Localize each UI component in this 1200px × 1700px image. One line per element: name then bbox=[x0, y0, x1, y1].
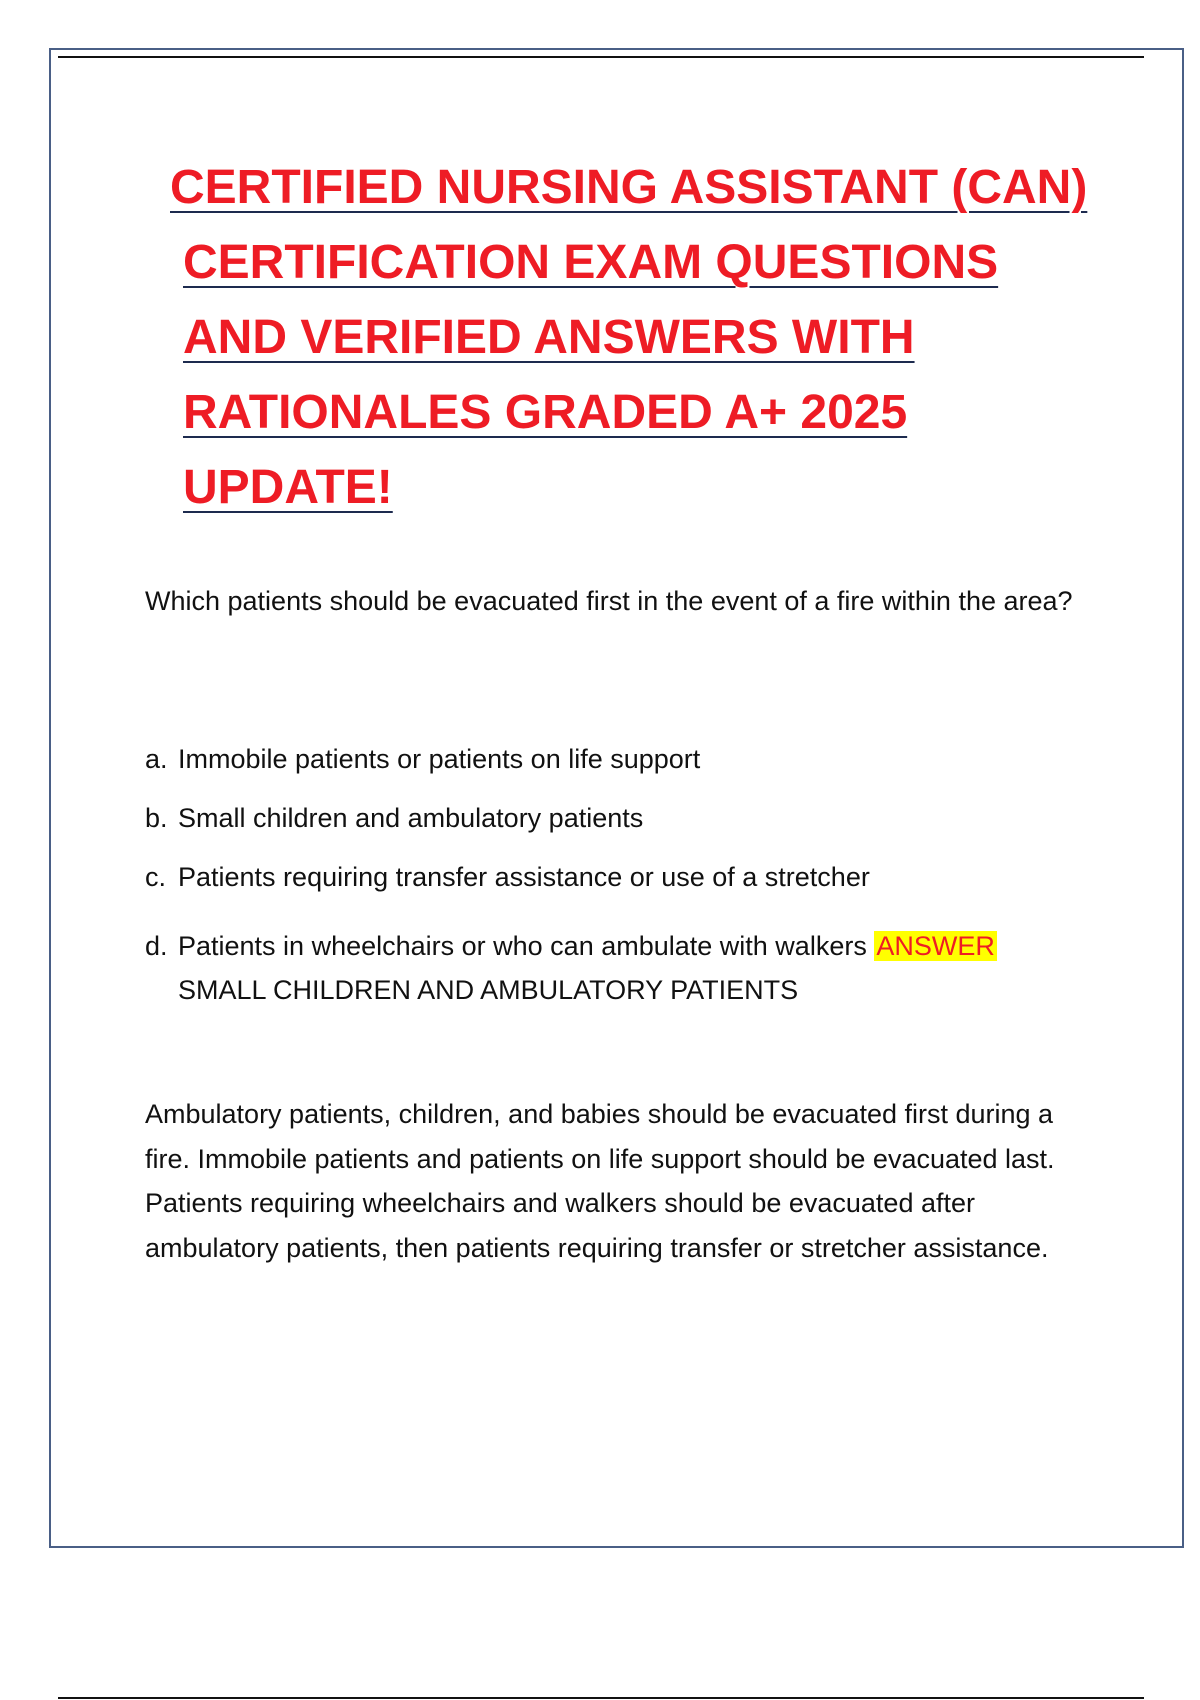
option-letter: b. bbox=[145, 803, 168, 833]
option-letter: d. bbox=[145, 931, 168, 961]
option-b bbox=[145, 801, 1105, 860]
title-line: AND VERIFIED ANSWERS WITH bbox=[183, 311, 915, 364]
rationale-text: Ambulatory patients, children, and babies should be evacuated first during a fire. Immobile patients and patients on life support should be evacuated last. Patients requiring wheelchairs and walkers should be evacuated after ambulatory patients, then patients requiring transfer or stretcher assistance. bbox=[145, 1099, 1055, 1263]
question-text: Which patients should be evacuated first in the event of a fire within the area? bbox=[145, 586, 1073, 616]
option-text: Patients requiring transfer assistance or use of a stretcher bbox=[178, 862, 870, 892]
answer-label: ANSWER bbox=[876, 931, 995, 961]
option-letter: c. bbox=[145, 862, 167, 892]
option-text: Small children and ambulatory patients bbox=[178, 803, 644, 833]
header-rule bbox=[58, 56, 1144, 58]
option-c bbox=[145, 860, 1105, 924]
option-letter: a. bbox=[145, 744, 168, 774]
option-d bbox=[145, 924, 1105, 1012]
option-text: Patients in wheelchairs or who can ambulate with walkers bbox=[178, 931, 867, 961]
title-line: RATIONALES GRADED A+ 2025 bbox=[183, 386, 908, 439]
document-title bbox=[170, 150, 1110, 525]
option-text: Immobile patients or patients on life support bbox=[178, 744, 701, 774]
title-line: CERTIFICATION EXAM QUESTIONS bbox=[183, 236, 999, 289]
title-line: CERTIFIED NURSING ASSISTANT (CAN) bbox=[170, 161, 1088, 214]
answer-options bbox=[145, 742, 1105, 1012]
option-a bbox=[145, 742, 1105, 801]
title-line: UPDATE! bbox=[183, 461, 393, 514]
answer-text: SMALL CHILDREN AND AMBULATORY PATIENTS bbox=[178, 975, 799, 1005]
footer-rule bbox=[58, 1697, 1144, 1699]
